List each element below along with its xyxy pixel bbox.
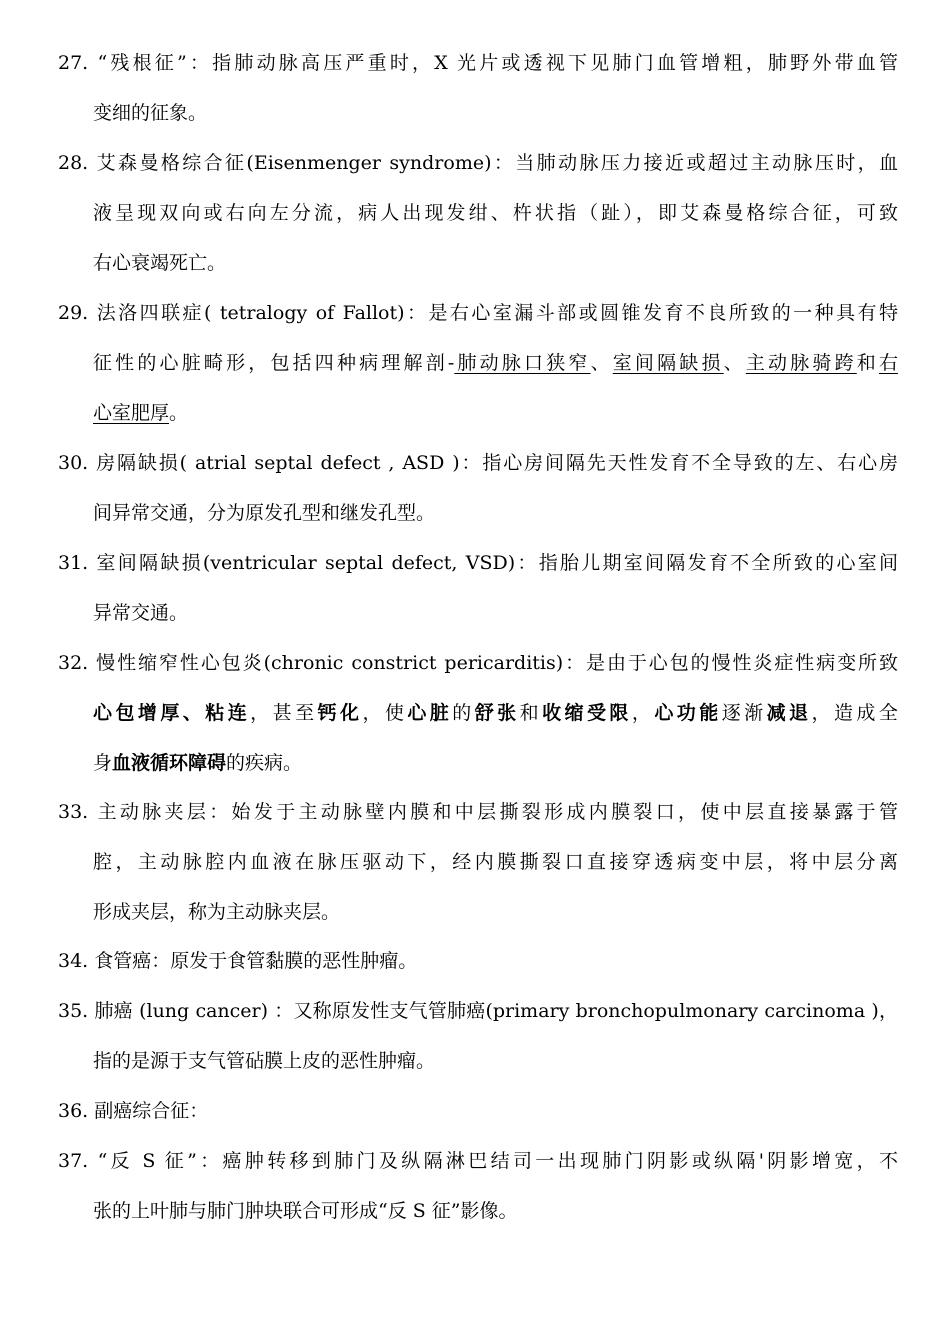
glossary-entry: [58, 1086, 898, 1136]
bold-term: 心脏: [407, 702, 453, 724]
text-segment: 36. 副癌综合征：: [58, 1100, 209, 1122]
glossary-entry: [58, 936, 898, 986]
entry-first-line: [58, 288, 898, 338]
entry-continuation-line: [58, 188, 898, 238]
bold-term: 减退: [766, 702, 812, 724]
text-segment: 30. 房隔缺损( atrial septal defect , ASD )：指心房间隔先天性发育不全导致的左、右心房: [58, 452, 898, 474]
text-segment: 34. 食管癌：原发于食管黏膜的恶性肿瘤。: [58, 950, 418, 972]
entry-first-line: [58, 438, 898, 488]
glossary-entry: [58, 986, 898, 1086]
entry-first-line: [58, 936, 898, 986]
entry-continuation-line: [58, 887, 898, 937]
text-segment: 和: [519, 702, 543, 724]
text-segment: 征性的心脏畸形，包括四种病理解剖-: [93, 352, 455, 374]
entry-first-line: [58, 787, 898, 837]
entry-continuation-line: [58, 88, 898, 138]
bold-term: 收缩受限: [542, 702, 632, 724]
text-segment: 37. “反 S 征”：癌肿转移到肺门及纵隔淋巴结司一出现肺门阴影或纵隔'阴影增宽，不: [58, 1150, 898, 1172]
text-segment: 28. 艾森曼格综合征(Eisenmenger syndrome)：当肺动脉压力接近或超过主动脉压时，血: [58, 152, 898, 174]
entry-first-line: [58, 538, 898, 588]
entry-first-line: [58, 138, 898, 188]
entry-first-line: [58, 986, 898, 1036]
entry-continuation-line: [58, 837, 898, 887]
glossary-entry: [58, 638, 898, 788]
text-segment: 31. 室间隔缺损(ventricular septal defect, VSD)：指胎儿期室间隔发育不全所致的心室间: [58, 552, 898, 574]
bold-term: 心功能: [654, 702, 722, 724]
glossary-entry: [58, 787, 898, 937]
text-segment: 、: [590, 352, 613, 374]
entry-continuation-line: [58, 588, 898, 638]
text-segment: 。: [169, 402, 189, 424]
glossary-entry: [58, 438, 898, 538]
entry-continuation-line: [58, 488, 898, 538]
text-segment: 和: [856, 352, 879, 374]
text-segment: 逐渐: [721, 702, 767, 724]
entry-continuation-line: [58, 1036, 898, 1086]
text-segment: 变细的征象。: [93, 102, 208, 124]
bold-term: 钙化: [317, 702, 363, 724]
text-segment: 35. 肺癌 (lung cancer) ：又称原发性支气管肺癌(primary bronchopulmonary carcinoma )，: [58, 1000, 898, 1022]
text-segment: ，: [631, 702, 655, 724]
glossary-entry: [58, 138, 898, 288]
entry-first-line: [58, 38, 898, 88]
text-segment: 27. “残根征”：指肺动脉高压严重时，X 光片或透视下见肺门血管增粗，肺野外带血管: [58, 52, 898, 74]
entry-first-line: [58, 1086, 898, 1136]
text-segment: 异常交通。: [93, 602, 189, 624]
entry-continuation-line: [58, 1186, 898, 1236]
entry-continuation-line: [58, 388, 898, 438]
underlined-term: 右: [878, 352, 898, 374]
text-segment: 身: [93, 752, 113, 774]
text-segment: 33. 主动脉夹层：始发于主动脉壁内膜和中层撕裂形成内膜裂口，使中层直接暴露于管: [58, 801, 898, 823]
glossary-entry: [58, 538, 898, 638]
text-segment: 形成夹层，称为主动脉夹层。: [93, 901, 341, 923]
underlined-term: 肺动脉口狭窄: [454, 352, 591, 374]
text-segment: 间异常交通，分为原发孔型和继发孔型。: [93, 502, 436, 524]
underlined-term: 心室肥厚: [93, 402, 170, 424]
entry-continuation-line: [58, 238, 898, 288]
bold-term: 心包增厚、粘连: [93, 702, 251, 724]
glossary-entry: [58, 38, 898, 138]
text-segment: 指的是源于支气管砧膜上皮的恶性肿瘤。: [93, 1050, 436, 1072]
text-segment: 的疾病。: [226, 752, 303, 774]
glossary-entry: [58, 288, 898, 438]
glossary-entry: [58, 1136, 898, 1236]
text-segment: 右心衰竭死亡。: [93, 252, 227, 274]
text-segment: 腔，主动脉腔内血液在脉压驱动下，经内膜撕裂口直接穿透病变中层，将中层分离: [93, 851, 898, 873]
text-segment: 液呈现双向或右向左分流，病人出现发绀、杵状指（趾），即艾森曼格综合征，可致: [93, 202, 898, 224]
entry-first-line: [58, 1136, 898, 1186]
text-segment: 32. 慢性缩窄性心包炎(chronic constrict pericarditis)：是由于心包的慢性炎症性病变所致: [58, 652, 898, 674]
text-segment: ，造成全: [811, 702, 898, 724]
underlined-term: 室间隔缺损: [612, 352, 724, 374]
text-segment: ，甚至: [250, 702, 318, 724]
bold-term: 血液循环障碍: [112, 752, 227, 774]
underlined-term: 主动脉骑跨: [745, 352, 857, 374]
text-segment: 、: [723, 352, 746, 374]
text-segment: 的: [452, 702, 475, 724]
bold-term: 舒张: [474, 702, 520, 724]
entry-first-line: [58, 638, 898, 688]
entry-continuation-line: [58, 738, 898, 788]
text-segment: 29. 法洛四联症( tetralogy of Fallot)：是右心室漏斗部或圆锥发育不良所致的一种具有特: [58, 302, 898, 324]
text-segment: 张的上叶肺与肺门肿块联合可形成“反 S 征”影像。: [93, 1200, 518, 1222]
text-segment: ，使: [362, 702, 408, 724]
entry-continuation-line: [58, 688, 898, 738]
entry-continuation-line: [58, 338, 898, 388]
